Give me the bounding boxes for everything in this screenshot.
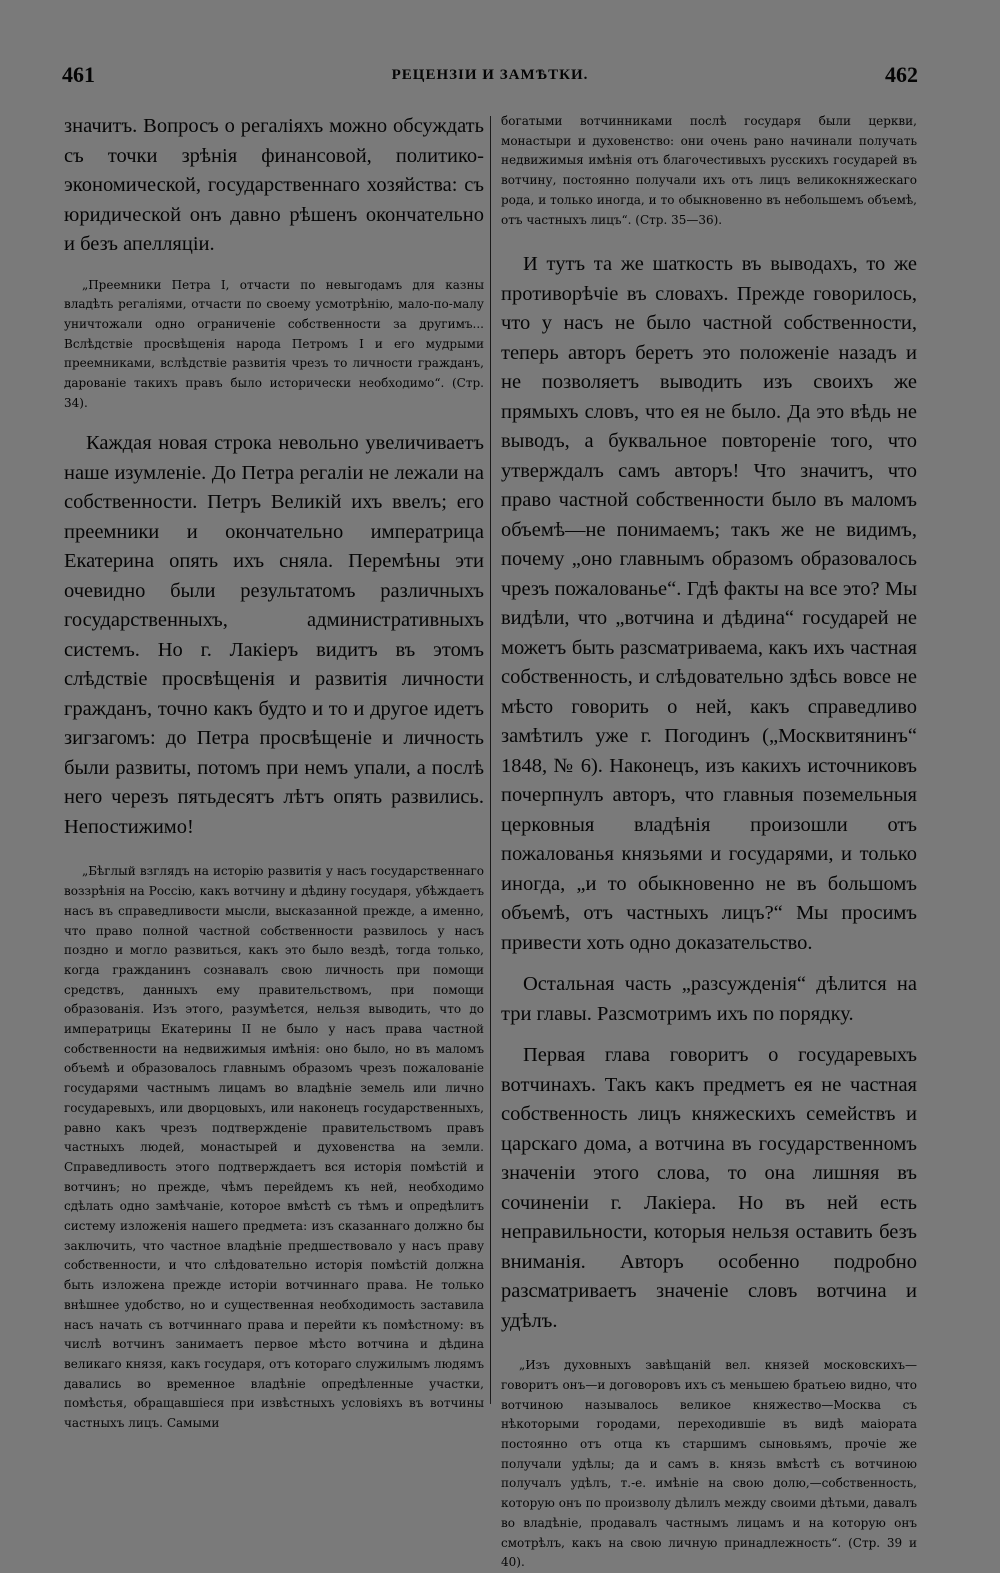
paragraph: И тутъ та же шаткость въ выводахъ, то же противорѣчіе въ словахъ. Прежде говорилось, что у насъ не было частной собственности, теперь авторъ беретъ это положеніе назадъ и не позволяетъ выводить изъ своихъ же прямыхъ словъ, что ея не было. Да это вѣдь не выводъ, а буквальное повтореніе того, что утверждалъ самъ авторъ! Что значитъ, что право частной собственности было въ маломъ объемѣ—не понимаемъ; такъ же не видимъ, почему „оно главнымъ образомъ образовалось чрезъ пожалованье“. Гдѣ факты на все это? Мы видѣли, что „вотчина и дѣдина“ государей не можетъ быть разсматриваема, какъ ихъ частная собственность, и слѣдовательно здѣсь вовсе не мѣсто говорить о ней, какъ справедливо замѣтилъ уже г. Погодинъ („Москвитянинъ“ 1848, № 6). Наконецъ, изъ какихъ источниковъ почерпнулъ авторъ, что главныя поземельныя церковныя владѣнія произошли отъ пожалованья князьями и государями, и только иногда, „и то обыкновенно не въ большомъ объемѣ, отъ частныхъ лицъ?“ Мы просимъ привести хоть одно доказательство. xyxy=(501,253,917,954)
paragraph: Первая глава говоритъ о государевыхъ вотчинахъ. Такъ какъ предметъ ея не частная собственность лицъ княжескихъ семействъ и царскаго дома, а вотчина въ государственномъ значеніи этого слова, то она лишняя въ сочиненіи г. Лакіера. Но въ ней есть неправильности, которыя нельзя оставить безъ вниманія. Авторъ особенно подробно разсматриваетъ значеніе словъ вотчина и удѣлъ. xyxy=(501,1044,917,1332)
block-quote: „Преемники Петра I, отчасти по невыгодамъ для казны владѣть регаліями, отчасти по своему усмотрѣнію, мало-по-малу уничтожали одно ограниченіе собственности за другимъ... Вслѣдствіе просвѣщенія народа Петромъ I и его мудрыми преемниками, вслѣдствіе развитія чрезъ то личности гражданъ, дарованіе такихъ правъ было исторически необходимо“. (Стр. 34). xyxy=(64,277,484,410)
block-quote: „Изъ духовныхъ завѣщаній вел. князей московскихъ—говоритъ онъ—и договоровъ ихъ съ меньшею братьею видно, что вотчиною называлось великое княжество—Москва съ нѣкоторыми городами, переходившіе въ видѣ маіората постоянно отъ отца къ старшимъ сыновьямъ, прочіе же получали удѣлы; да и самъ в. князь вмѣстѣ съ вотчиною получалъ удѣлъ, т.-е. имѣніе на свою долю,—собственность, которую онъ по произволу дѣлилъ между своими дѣтьми, давалъ во владѣніе, продавалъ частнымъ лицамъ и на которую онъ смотрѣлъ, какъ на свою личную принадлежность“. (Стр. 39 и 40). xyxy=(501,1358,917,1570)
running-header xyxy=(62,62,918,92)
running-title: РЕЦЕНЗІИ И ЗАМѢТКИ. xyxy=(391,67,589,83)
right-column xyxy=(501,112,917,1570)
left-column xyxy=(64,112,484,1431)
page-number-left: 461 xyxy=(62,62,95,87)
block-quote: богатыми вотчинниками послѣ государя были церкви, монастыри и духовенство: они очень рано начинали получать недвижимыя имѣнія отъ благочестивыхъ русскихъ государей въ вотчину, постоянно получали ихъ отъ лицъ великокняжескаго рода, и только иногда, и то обыкновенно въ небольшемъ объемѣ, отъ частныхъ лицъ“. (Стр. 35—36). xyxy=(501,114,917,227)
page-number-right: 462 xyxy=(885,62,918,87)
paragraph: Остальная часть „разсужденія“ дѣлится на три главы. Разсмотримъ ихъ по порядку. xyxy=(501,973,917,1025)
paragraph: Каждая новая строка невольно увеличиваетъ наше изумленіе. До Петра регаліи не лежали на собственности. Петръ Великій ихъ ввелъ; его преемники и окончательно императрица Екатерина опять ихъ сняла. Перемѣны эти очевидно были результатомъ различныхъ государственныхъ, административныхъ системъ. Но г. Лакіеръ видитъ въ этомъ слѣдствіе просвѣщенія и развитія личности гражданъ, точно какъ будто и то и другое идетъ зигзагомъ: до Петра просвѣщеніе и личность были развиты, потомъ при немъ упали, а послѣ него черезъ пятьдесятъ лѣтъ опять развились. Непостижимо! xyxy=(64,432,484,838)
paragraph: значитъ. Вопросъ о регаліяхъ можно обсуждать съ точки зрѣнія финансовой, политико-экономической, государственнаго хозяйства: съ юридической онъ давно рѣшенъ окончательно и безъ апелляціи. xyxy=(64,115,484,255)
column-divider xyxy=(490,116,491,1404)
block-quote: „Бѣглый взглядъ на исторію развитія у насъ государственнаго воззрѣнія на Россію, какъ вотчину и дѣдину государя, убѣждаетъ насъ въ справедливости мысли, высказанной прежде, а именно, что право полной частной собственности развилось у насъ поздно и могло развиться, какъ это было вездѣ, тогда только, когда гражданинъ сознавалъ свою личность при помощи средствъ, данныхъ ему правительствомъ, при помощи образованія. Изъ этого, разумѣется, нельзя выводить, что до императрицы Екатерины II не было у насъ права частной собственности на недвижимыя имѣнія: оно было, но въ маломъ объемѣ и образовалось главнымъ образомъ чрезъ пожалованіе государями частнымъ лицамъ во владѣніе земель или лично государевыхъ, или дворцовыхъ, или наконецъ государственныхъ, равно какъ чрезъ подтвержденіе правительствомъ правъ частныхъ людей, монастырей и духовенства на земли. Справедливость этого подтверждаетъ вся исторія помѣстій и вотчинъ; но прежде, чѣмъ перейдемъ къ ней, необходимо сдѣлать одно замѣчаніе, которое вмѣстѣ съ тѣмъ и опредѣлитъ систему изложенія нашего предмета: изъ сказаннаго должно бы заключить, что частное владѣніе предшествовало у насъ праву собственности, и что слѣдовательно исторія помѣстій должна быть изложена прежде исторіи вотчиннаго права. Не только внѣшнее удобство, но и существенная необходимость заставила насъ начать съ вотчиннаго права и перейти къ помѣстному: въ числѣ вотчинъ занимаетъ первое мѣсто вотчина и дѣдина великаго князя, какъ государя, отъ котораго служилымъ людямъ давались во временное владѣніе опредѣленные участки, помѣстья, обращавшіеся при извѣстныхъ условіяхъ въ вотчины частныхъ лицъ. Самыми xyxy=(64,864,484,1431)
